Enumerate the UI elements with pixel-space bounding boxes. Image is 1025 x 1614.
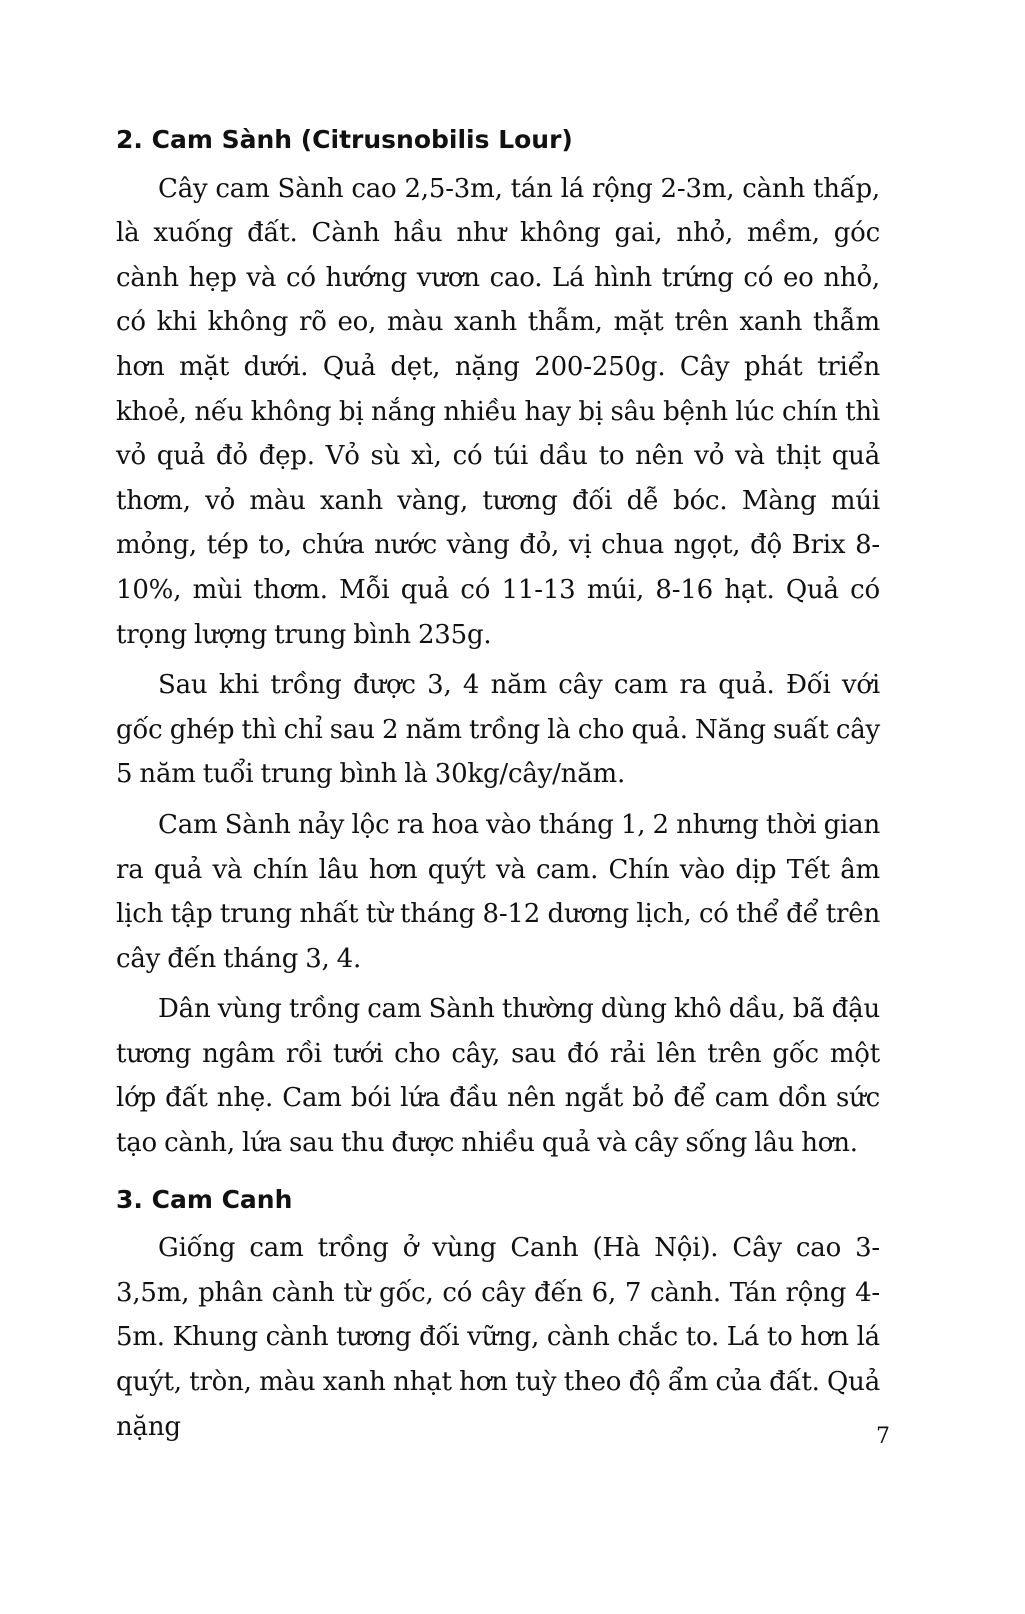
- section-heading-cam-sanh: 2. Cam Sành (Citrusnobilis Lour): [116, 125, 573, 154]
- paragraph-cam-canh-description: Giống cam trồng ở vùng Canh (Hà Nội). Cây cao 3-3,5m, phân cành từ gốc, có cây đến 6, 7 cành. Tán rộng 4-5m. Khung cành tương đối vững, cành chắc to. Lá to hơn lá quýt, tròn, màu xanh nhạt hơn tuỳ theo độ ẩm của đất. Quả nặng: [116, 1233, 880, 1442]
- paragraph-cam-sanh-care: Dân vùng trồng cam Sành thường dùng khô dầu, bã đậu tương ngâm rồi tưới cho cây, sau đó rải lên trên gốc một lớp đất nhẹ. Cam bói lứa đầu nên ngắt bỏ để cam dồn sức tạo cành, lứa sau thu được nhiều quả và cây sống lâu hơn.: [116, 994, 880, 1159]
- paragraph-cam-sanh-flowering: Cam Sành nảy lộc ra hoa vào tháng 1, 2 nhưng thời gian ra quả và chín lâu hơn quýt và cam. Chín vào dịp Tết âm lịch tập trung nhất từ tháng 8-12 dương lịch, có thể để trên cây đến tháng 3, 4.: [116, 809, 880, 974]
- paragraph-cam-sanh-yield: Sau khi trồng được 3, 4 năm cây cam ra quả. Đối với gốc ghép thì chỉ sau 2 năm trồng là cho quả. Năng suất cây 5 năm tuổi trung bình là 30kg/cây/năm.: [116, 670, 880, 790]
- page-content: [116, 118, 880, 1455]
- section-heading-cam-canh: 3. Cam Canh: [116, 1184, 293, 1214]
- page-number: 7: [876, 1424, 890, 1449]
- paragraph-cam-sanh-description: Cây cam Sành cao 2,5-3m, tán lá rộng 2-3m, cành thấp, là xuống đất. Cành hầu như không gai, nhỏ, mềm, góc cành hẹp và có hướng vươn cao. Lá hình trứng có eo nhỏ, có khi không rõ eo, màu xanh thẫm, mặt trên xanh thẫm hơn mặt dưới. Quả dẹt, nặng 200-250g. Cây phát triển khoẻ, nếu không bị nắng nhiều hay bị sâu bệnh lúc chín thì vỏ quả đỏ đẹp. Vỏ sù xì, có túi dầu to nên vỏ và thịt quả thơm, vỏ màu xanh vàng, tương đối dễ bóc. Màng múi mỏng, tép to, chứa nước vàng đỏ, vị chua ngọt, độ Brix 8-10%, mùi thơm. Mỗi quả có 11-13 múi, 8-16 hạt. Quả có trọng lượng trung bình 235g.: [116, 173, 880, 650]
